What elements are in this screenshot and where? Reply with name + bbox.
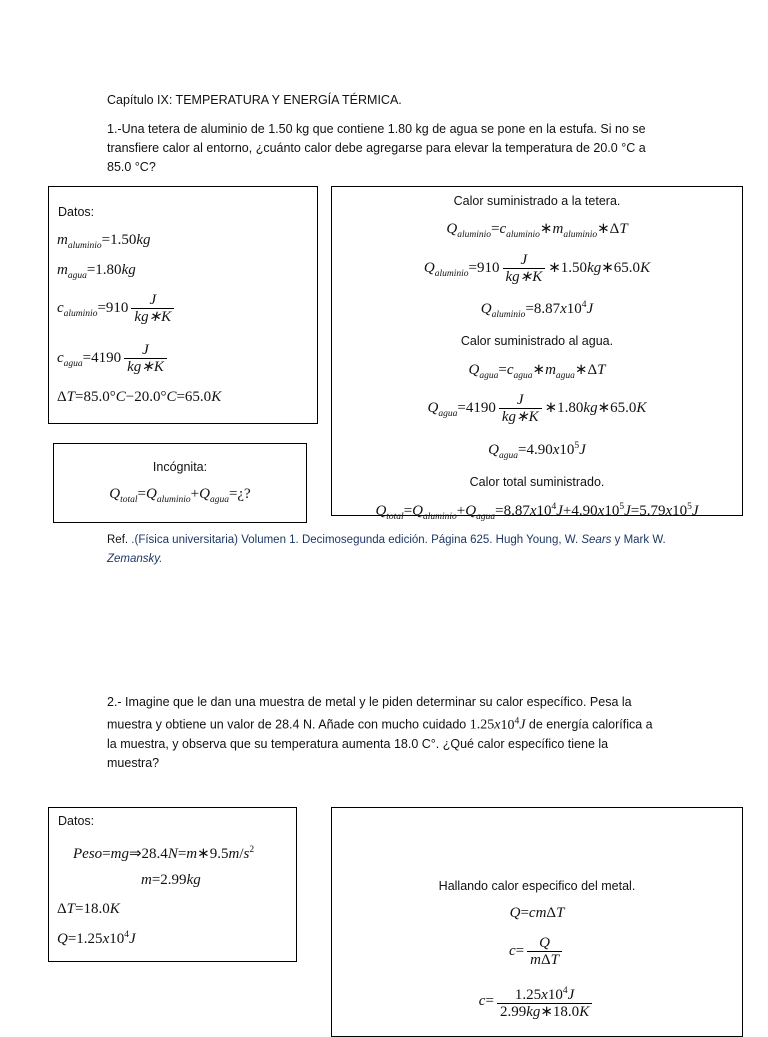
- problem-1-solution-box: [331, 186, 743, 522]
- reference-conj: y: [614, 534, 621, 546]
- eq-q-cm-dt: Q=cmΔT: [509, 905, 565, 921]
- eq-q-total-result: $Q_{total}=Q_{aluminio}+Q_{agua}=8.87x10^4J+4.90x10^5J=5.79x10^5J$: [375, 502, 699, 522]
- problem-2-text-after: de energía calorífica a la muestra, y observa que su temperatura aumenta 18.0 C°. ¿Qué calor específico tiene la muestra?: [107, 717, 653, 770]
- reference-author1: Hugh Young, W.: [495, 534, 579, 546]
- eq-q-water-subst: $Q_{agua}=4190$ $\frac{J}{kg∗K}$ ∗1.80kg∗65.0K: [427, 392, 647, 425]
- reference-prefix: Ref.: [107, 534, 129, 546]
- eq-c-water: $c_{agua}=4190$ $\frac{J}{kg∗K}$: [57, 342, 170, 375]
- eq-mass-water: $m_{agua}=1.80kg$: [57, 262, 136, 281]
- reference: [107, 531, 667, 569]
- reference-text: .(Física universitaria) Volumen 1. Decimosegunda edición. Página 625.: [131, 534, 493, 546]
- problem-2-solution-box: [331, 807, 743, 1037]
- problem-2-datos-box: [48, 807, 297, 962]
- eq-mass-aluminum: $m_{aluminio}=1.50kg$: [57, 232, 151, 251]
- problem-1-datos-box: [48, 186, 318, 424]
- reference-author2-italic: Zemansky.: [107, 553, 163, 565]
- eq-weight: $Peso=mg\Rightarrow 28.4N=m∗9.5m/s^2$: [73, 845, 255, 862]
- eq-c-aluminum: $c_{aluminio}=910$ $\frac{J}{kg∗K}$: [57, 292, 177, 325]
- problem-2-energy: $1.25x10^4J$: [469, 716, 526, 733]
- problem-2-text: [107, 693, 662, 773]
- heading-tetera: Calor suministrado a la tetera.: [453, 194, 621, 208]
- heading-specific-heat: Hallando calor especifico del metal.: [438, 879, 636, 893]
- eq-q-aluminum-formula: $Q_{aluminio}=c_{aluminio}∗m_{aluminio}∗\Delta T$: [446, 221, 628, 240]
- eq-c-subst: c= $\frac{1.25x10^4J}{2.99kg∗18.0K}$: [332, 983, 742, 1020]
- eq-c-formula: c= $\frac{Q}{\text{mΔT}}$: [332, 935, 742, 968]
- eq-mass-metal: m=2.99kg: [141, 872, 201, 888]
- eq-q-water-formula: $Q_{agua}=c_{agua}∗m_{agua}∗\Delta T$: [468, 362, 606, 381]
- eq-delta-t-2: ΔT=18.0K: [57, 901, 120, 917]
- eq-q-2: $Q=1.25x10^4J$: [57, 930, 136, 947]
- heading-total: Calor total suministrado.: [469, 475, 605, 489]
- eq-q-aluminum-result: $Q_{aluminio}=8.87x10^4J$: [480, 300, 594, 320]
- eq-q-total-unknown: $Q_{total}=Q_{aluminio}+Q_{agua}=¿$?: [109, 486, 251, 505]
- problem-1-text: 1.-Una tetera de aluminio de 1.50 kg que contiene 1.80 kg de agua se pone en la estufa. Si no se transfiere calor al entorno, ¿cuánto calor debe agregarse para elevar la temperatura de 20.0 °C a 85.0 °C?: [107, 122, 646, 174]
- incognita-label: Incógnita:: [152, 460, 208, 474]
- incognita-box: [53, 443, 307, 523]
- chapter-title: Capítulo IX: TEMPERATURA Y ENERGÍA TÉRMICA.: [107, 93, 402, 107]
- datos-label: Datos:: [58, 205, 95, 219]
- problem-2-text-before: 2.- Imagine que le dan una muestra de metal y le piden determinar su calor específico. Pesa la muestra y obtiene un valor de 28.4 N. Añade con mucho cuidado: [107, 695, 632, 732]
- datos-label-2: Datos:: [58, 814, 95, 828]
- eq-q-water-result: $Q_{agua}=4.90x10^5J$: [488, 441, 586, 461]
- eq-delta-t: ΔT=85.0°C−20.0°C=65.0K: [57, 389, 222, 405]
- heading-agua: Calor suministrado al agua.: [460, 334, 614, 348]
- reference-author1-italic: Sears: [581, 534, 612, 546]
- eq-q-aluminum-subst: $Q_{aluminio}=910$ $\frac{J}{kg∗K}$ ∗1.50kg∗65.0K: [423, 252, 651, 285]
- reference-author2: Mark W.: [623, 534, 666, 546]
